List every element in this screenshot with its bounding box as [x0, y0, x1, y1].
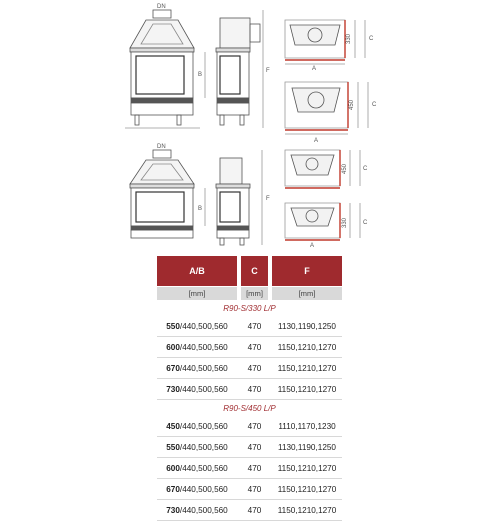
unit-f: [mm] — [272, 287, 342, 300]
table-body — [157, 300, 342, 521]
label-dn-2: DN — [157, 144, 166, 150]
label-330-1: 330 — [346, 33, 352, 44]
cell-ab — [157, 479, 237, 499]
top-view-3 — [285, 150, 360, 188]
cell-a-value: 450 — [166, 421, 180, 431]
header-c: C — [241, 256, 268, 286]
cell-b-values: /440,500,560 — [179, 484, 228, 494]
label-c-2: C — [372, 102, 377, 108]
cell-c: 470 — [247, 484, 262, 494]
cell-b-values: /440,500,560 — [179, 363, 228, 373]
cell-ab — [157, 358, 237, 378]
cell-f: 1150,1210,1270 — [277, 484, 337, 494]
label-dn-1: DN — [157, 4, 166, 10]
cell-f: 1110,1170,1230 — [278, 421, 336, 431]
cell-c: 470 — [247, 363, 262, 373]
front-view-450 — [130, 150, 205, 238]
cell-b-values: /440,500,560 — [179, 321, 228, 331]
label-c-1: C — [369, 36, 374, 42]
cell-f: 1150,1210,1270 — [277, 384, 337, 394]
cell-c: 470 — [247, 384, 262, 394]
cell-b-values: /440,500,560 — [179, 342, 228, 352]
cell-b-values: /440,500,560 — [179, 463, 228, 473]
cell-f: 1130,1190,1250 — [278, 442, 336, 452]
label-c-4: C — [363, 220, 368, 226]
top-view-2 — [285, 82, 368, 134]
cell-c: 470 — [247, 505, 262, 515]
unit-c: [mm] — [241, 287, 268, 300]
label-c-3: C — [363, 166, 368, 172]
table-row — [157, 416, 342, 437]
cell-ab — [157, 500, 237, 520]
cell-f: 1150,1210,1270 — [277, 363, 337, 373]
label-a-1: A — [312, 66, 317, 72]
cell-ab — [157, 379, 237, 399]
table-units — [157, 287, 342, 300]
label-b-1: B — [198, 72, 203, 78]
cell-ab — [157, 316, 237, 336]
cell-f: 1150,1210,1270 — [277, 463, 337, 473]
cell-a-value: 550 — [166, 442, 180, 452]
label-b-2: B — [198, 206, 203, 212]
table-row — [157, 458, 342, 479]
label-450-2: 450 — [342, 163, 348, 174]
label-450-1: 450 — [349, 99, 355, 110]
label-a-3: A — [310, 243, 315, 249]
table-header — [157, 256, 342, 286]
label-a-2: A — [314, 138, 319, 144]
label-330-2: 330 — [342, 217, 348, 228]
technical-drawings — [0, 0, 500, 250]
cell-f: 1150,1210,1270 — [277, 505, 337, 515]
cell-c: 470 — [247, 342, 262, 352]
cell-b-values: /440,500,560 — [179, 442, 228, 452]
top-view-4 — [285, 203, 360, 240]
side-view-330 — [216, 10, 263, 128]
cell-ab — [157, 416, 237, 436]
cell-f: 1130,1190,1250 — [278, 321, 336, 331]
cell-a-value: 670 — [166, 363, 180, 373]
cell-ab — [157, 337, 237, 357]
table-row — [157, 500, 342, 521]
cell-c: 470 — [247, 421, 262, 431]
model-heading: R90-S/330 L/P — [223, 303, 276, 313]
cell-a-value: 730 — [166, 505, 180, 515]
unit-ab: [mm] — [157, 287, 237, 300]
cell-b-values: /440,500,560 — [179, 384, 228, 394]
table-row — [157, 337, 342, 358]
cell-c: 470 — [247, 463, 262, 473]
cell-a-value: 730 — [166, 384, 180, 394]
cell-b-values: /440,500,560 — [179, 421, 228, 431]
model-heading: R90-S/450 L/P — [223, 403, 276, 413]
table-row — [157, 358, 342, 379]
table-row — [157, 379, 342, 400]
top-view-1 — [285, 20, 365, 64]
table-row — [157, 316, 342, 337]
cell-c: 470 — [247, 321, 262, 331]
front-view-330 — [125, 10, 205, 128]
header-f: F — [272, 256, 342, 286]
table-row — [157, 437, 342, 458]
label-f-2: F — [266, 196, 270, 202]
cell-a-value: 670 — [166, 484, 180, 494]
cell-ab — [157, 437, 237, 457]
dimension-table — [157, 256, 342, 521]
cell-a-value: 600 — [166, 342, 180, 352]
header-ab: A/B — [157, 256, 237, 286]
label-f-1: F — [266, 68, 270, 74]
side-view-450 — [216, 150, 262, 245]
cell-c: 470 — [247, 442, 262, 452]
cell-ab — [157, 458, 237, 478]
cell-b-values: /440,500,560 — [179, 505, 228, 515]
cell-a-value: 550 — [166, 321, 180, 331]
cell-f: 1150,1210,1270 — [277, 342, 337, 352]
table-row — [157, 479, 342, 500]
cell-a-value: 600 — [166, 463, 180, 473]
